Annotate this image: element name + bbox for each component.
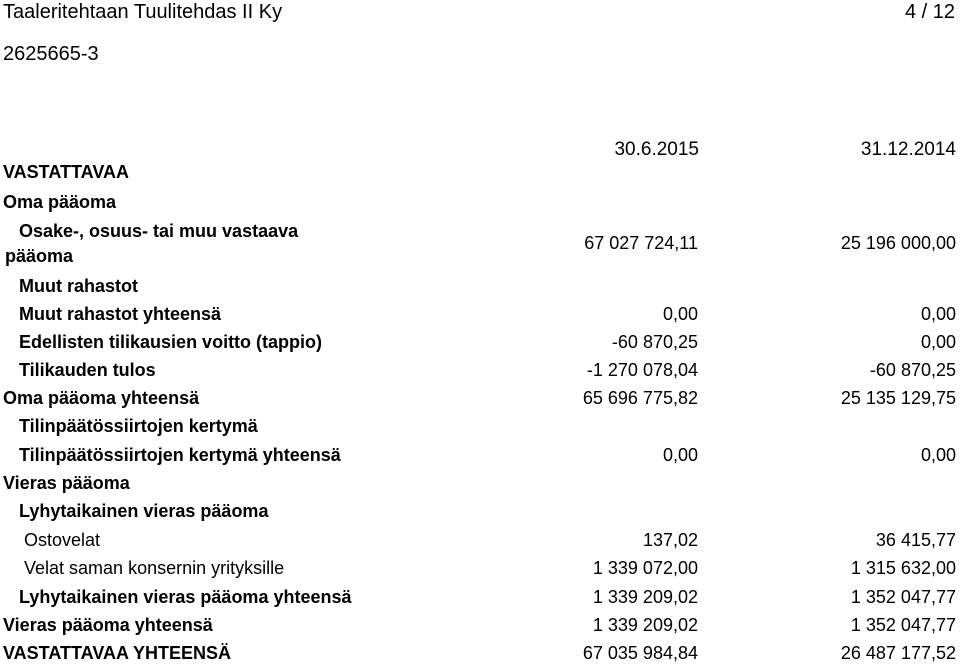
value-previous: -60 870,25 — [869, 360, 956, 380]
value-current: -60 870,25 — [611, 332, 698, 352]
row-label: Muut rahastot — [19, 276, 138, 296]
table-row — [0, 274, 960, 298]
value-previous: 1 352 047,77 — [850, 587, 956, 607]
table-row — [0, 556, 960, 580]
value-current: 1 339 072,00 — [592, 558, 698, 578]
row-label: Edellisten tilikausien voitto (tappio) — [19, 332, 323, 352]
business-id: 2625665-3 — [3, 43, 99, 65]
value-previous: 26 487 177,52 — [840, 643, 956, 663]
value-current: 67 027 724,11 — [584, 233, 698, 253]
row-label: Ostovelat — [24, 530, 101, 550]
table-row — [0, 471, 960, 495]
table-row — [0, 330, 960, 354]
value-previous: 25 196 000,00 — [840, 233, 956, 253]
row-label: Vieras pääoma — [3, 473, 130, 493]
row-label: Tilinpäätössiirtojen kertymä yhteensä — [19, 445, 341, 465]
value-previous: 1 352 047,77 — [850, 615, 956, 635]
table-row — [0, 585, 960, 609]
row-label-line1: Osake-, osuus- tai muu vastaava — [19, 221, 299, 241]
table-row — [0, 386, 960, 410]
table-row — [0, 190, 960, 214]
column-header-previous: 31.12.2014 — [860, 139, 956, 160]
value-current: 1 339 209,02 — [592, 587, 698, 607]
value-previous: 1 315 632,00 — [850, 558, 956, 578]
table-row — [0, 443, 960, 467]
value-current: 0,00 — [662, 304, 698, 324]
company-name: Taaleritehtaan Tuulitehdas II Ky — [3, 1, 283, 23]
value-current: 67 035 984,84 — [582, 643, 698, 663]
row-label-line2: pääoma — [5, 246, 74, 266]
value-current: 137,02 — [642, 530, 698, 550]
row-label: Tilikauden tulos — [19, 360, 156, 380]
value-current: 65 696 775,82 — [582, 388, 698, 408]
row-label: Lyhytaikainen vieras pääoma yhteensä — [19, 587, 352, 607]
table-row — [0, 613, 960, 637]
table-row — [0, 219, 960, 269]
row-label: VASTATTAVAA YHTEENSÄ — [3, 643, 232, 663]
value-previous: 36 415,77 — [875, 530, 956, 550]
table-row — [0, 302, 960, 326]
row-label — [5, 219, 298, 269]
row-label: Velat saman konsernin yrityksille — [24, 558, 285, 578]
table-row — [0, 358, 960, 382]
row-label: VASTATTAVAA — [3, 162, 129, 182]
value-previous: 0,00 — [920, 332, 956, 352]
column-header-current: 30.6.2015 — [614, 139, 699, 160]
value-current: -1 270 078,04 — [586, 360, 698, 380]
row-label: Lyhytaikainen vieras pääoma — [19, 501, 269, 521]
row-label: Tilinpäätössiirtojen kertymä — [19, 416, 258, 436]
table-row — [0, 528, 960, 552]
row-label: Oma pääoma yhteensä — [3, 388, 200, 408]
page-number: 4 / 12 — [904, 1, 955, 23]
row-label: Muut rahastot yhteensä — [19, 304, 222, 324]
table-row — [0, 160, 960, 184]
table-row — [0, 641, 960, 665]
row-label: Vieras pääoma yhteensä — [3, 615, 213, 635]
value-current: 0,00 — [662, 445, 698, 465]
table-row — [0, 499, 960, 523]
table-row — [0, 414, 960, 438]
value-previous: 25 135 129,75 — [840, 388, 956, 408]
value-current: 1 339 209,02 — [592, 615, 698, 635]
value-previous: 0,00 — [920, 445, 956, 465]
value-previous: 0,00 — [920, 304, 956, 324]
row-label: Oma pääoma — [3, 192, 117, 212]
